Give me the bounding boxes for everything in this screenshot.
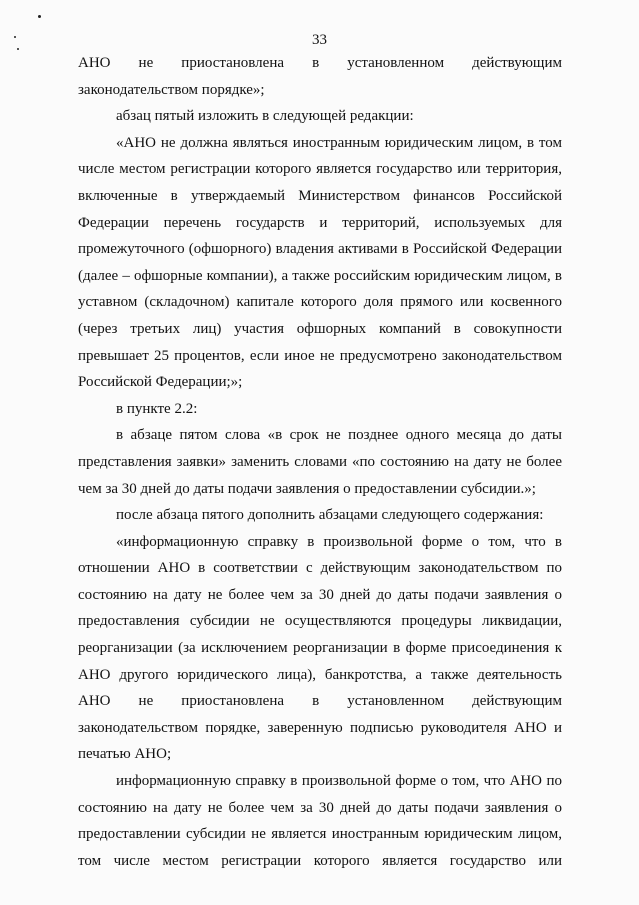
text-line: в пункте 2.2:	[116, 400, 198, 417]
text-line: после абзаца пятого дополнить абзацами следующего содержания:	[116, 507, 544, 524]
scan-mark-top	[38, 15, 41, 18]
text-line: чем за 30 дней до даты подачи заявления о предоставлении субсидии.»;	[78, 480, 536, 497]
text-line: состоянию на дату не более чем за 30 дней до даты подачи заявления о	[78, 799, 562, 816]
text-line: АНО не приостановлена в установленном действующим	[78, 693, 562, 710]
text-line: в абзаце пятом слова «в срок не позднее одного месяца до даты	[116, 427, 562, 444]
text-line: числе местом регистрации которого является государство или территория,	[78, 161, 562, 178]
text-line: состоянию на дату не более чем за 30 дней до даты подачи заявления о	[78, 586, 562, 603]
text-line: абзац пятый изложить в следующей редакции:	[116, 108, 414, 125]
text-line: промежуточного (офшорного) владения активами в Российской Федерации	[78, 241, 562, 258]
text-line: предоставления субсидии не осуществляются процедуры ликвидации,	[78, 613, 562, 630]
text-line: «информационную справку в произвольной форме о том, что в	[116, 533, 562, 550]
text-line: реорганизации (за исключением реорганизации в форме присоединения к	[78, 640, 562, 657]
text-line: Федерации перечень государств и территорий, используемых для	[78, 214, 562, 231]
text-line: представления заявки» заменить словами «по состоянию на дату не более	[78, 453, 562, 470]
text-line: информационную справку в произвольной форме о том, что АНО по	[116, 773, 562, 790]
text-line: законодательством порядке»;	[78, 81, 265, 98]
text-line: превышает 25 процентов, если иное не предусмотрено законодательством	[78, 347, 562, 364]
text-line: (далее – офшорные компании), а также российским юридическим лицом, в	[78, 267, 562, 284]
text-line: уставном (складочном) капитале которого доля прямого или косвенного	[78, 294, 562, 311]
text-line: законодательством порядке, заверенную подписью руководителя АНО и	[78, 719, 562, 736]
text-line: Российской Федерации;»;	[78, 374, 243, 391]
text-line: (через третьих лиц) участия офшорных компаний в совокупности	[78, 320, 562, 337]
text-line: том числе местом регистрации которого является государство или	[78, 852, 562, 869]
document-body	[78, 50, 562, 874]
text-line: отношении АНО в соответствии с действующим законодательством по	[78, 560, 562, 577]
text-line: печатью АНО;	[78, 746, 172, 763]
text-line: «АНО не должна являться иностранным юридическим лицом, в том	[116, 134, 562, 151]
text-line: АНО не приостановлена в установленном действующим	[78, 55, 562, 71]
text-line: АНО другого юридического лица), банкротства, а также деятельность	[78, 666, 562, 683]
page-number: 33	[312, 32, 327, 48]
text-line: включенные в утверждаемый Министерством финансов Российской	[78, 187, 562, 204]
text-line: предоставлении субсидии не является иностранным юридическим лицом,	[78, 826, 562, 843]
